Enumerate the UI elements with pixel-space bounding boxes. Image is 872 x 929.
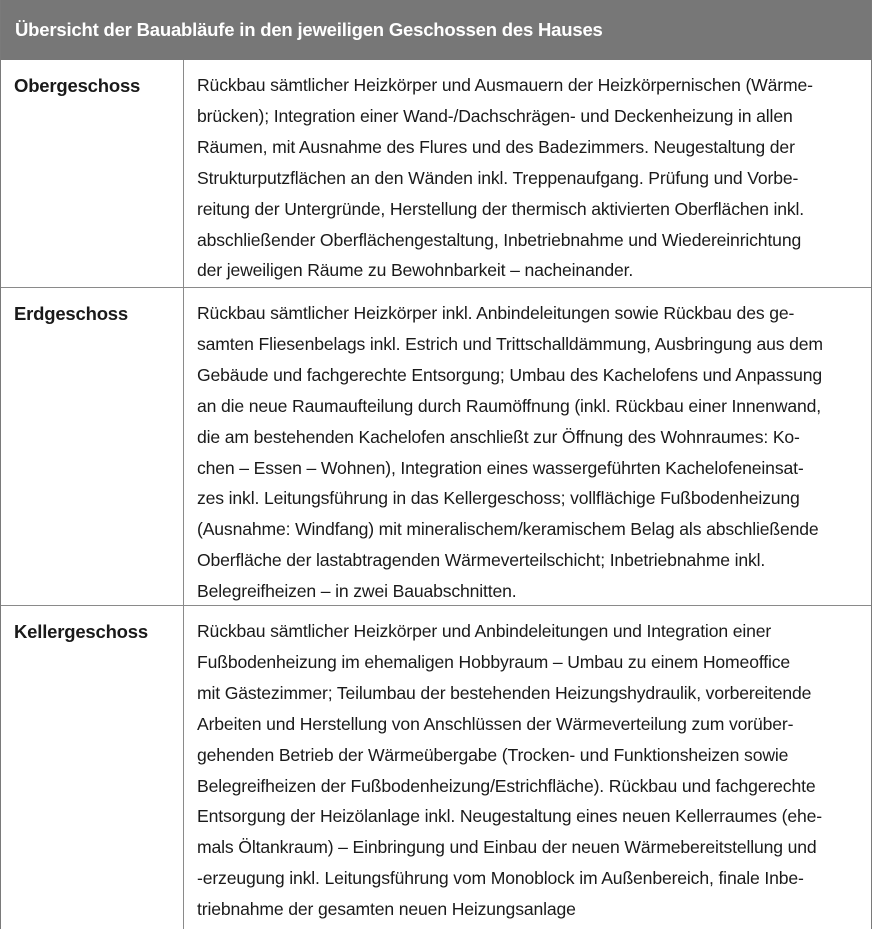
description-line: Belegreifheizen der Fußbodenheizung/Estrichfläche). Rückbau und fachgerechte <box>197 775 816 796</box>
description-line: Rückbau sämtlicher Heizkörper und Ausmauern der Heizkörpernischen (Wärme- <box>197 75 813 95</box>
description-line: gehenden Betrieb der Wärmeübergabe (Trocken- und Funktionsheizen sowie <box>197 744 789 765</box>
description-line: mit Gästezimmer; Teilumbau der bestehenden Heizungshydraulik, vorbereitende <box>197 682 812 703</box>
description-line: zes inkl. Leitungsführung in das Kellergeschoss; vollflächige Fußbodenheizung <box>197 488 800 509</box>
description-line: an die neue Raumaufteilung durch Raumöffnung (inkl. Rückbau einer Innenwand, <box>197 395 822 416</box>
row-label: Erdgeschoss <box>1 288 184 605</box>
description-line: Rückbau sämtlicher Heizkörper inkl. Anbindeleitungen sowie Rückbau des ge- <box>197 303 795 323</box>
table-row-obergeschoss <box>1 60 871 287</box>
description-line: Fußbodenheizung im ehemaligen Hobbyraum – Umbau zu einem Homeoffice <box>197 651 791 672</box>
description-line: -erzeugung inkl. Leitungsführung vom Monoblock im Außenbereich, finale Inbe- <box>197 868 804 889</box>
description-line: abschließender Oberflächengestaltung, Inbetriebnahme und Wiedereinrichtung <box>197 229 802 250</box>
row-description <box>184 606 871 929</box>
table-title: Übersicht der Bauabläufe in den jeweiligen Geschossen des Hauses <box>1 0 871 60</box>
description-line: Arbeiten und Herstellung von Anschlüssen der Wärmeverteilung zum vorüber- <box>197 713 794 734</box>
description-line: Strukturputzflächen an den Wänden inkl. Treppenaufgang. Prüfung und Vorbe- <box>197 167 799 188</box>
description-line: chen – Essen – Wohnen), Integration eines wassergeführten Kachelofeneinsat- <box>197 457 804 478</box>
description-line: der jeweiligen Räume zu Bewohnbarkeit – nacheinander. <box>197 260 634 281</box>
description-line: brücken); Integration einer Wand-/Dachschrägen- und Deckenheizung in allen <box>197 105 793 126</box>
table-row-kellergeschoss <box>1 605 871 929</box>
description-line: Gebäude und fachgerechte Entsorgung; Umbau des Kachelofens und Anpassung <box>197 364 822 385</box>
row-description <box>184 288 871 605</box>
description-line: Entsorgung der Heizölanlage inkl. Neugestaltung eines neuen Kellerraumes (ehe- <box>197 806 823 827</box>
description-line: samten Fliesenbelags inkl. Estrich und Trittschalldämmung, Ausbringung aus dem <box>197 333 823 354</box>
row-label: Obergeschoss <box>1 60 184 287</box>
description-line: triebnahme der gesamten neuen Heizungsanlage <box>197 899 576 920</box>
description-line: Rückbau sämtlicher Heizkörper und Anbindeleitungen und Integration einer <box>197 621 772 641</box>
description-line: die am bestehenden Kachelofen anschließt zur Öffnung des Wohnraumes: Ko- <box>197 426 800 447</box>
description-line: Oberfläche der lastabtragenden Wärmeverteilschicht; Inbetriebnahme inkl. <box>197 550 766 571</box>
description-line: reitung der Untergründe, Herstellung der thermisch aktivierten Oberflächen inkl. <box>197 198 805 219</box>
row-label: Kellergeschoss <box>1 606 184 929</box>
table-row-erdgeschoss <box>1 287 871 605</box>
description-line: (Ausnahme: Windfang) mit mineralischem/keramischem Belag als abschließende <box>197 519 819 540</box>
description-line: mals Öltankraum) – Einbringung und Einbau der neuen Wärmebereitstellung und <box>197 837 817 858</box>
description-line: Räumen, mit Ausnahme des Flures und des Badezimmers. Neugestaltung der <box>197 136 795 157</box>
row-description <box>184 60 871 287</box>
description-line: Belegreifheizen – in zwei Bauabschnitten. <box>197 581 517 602</box>
